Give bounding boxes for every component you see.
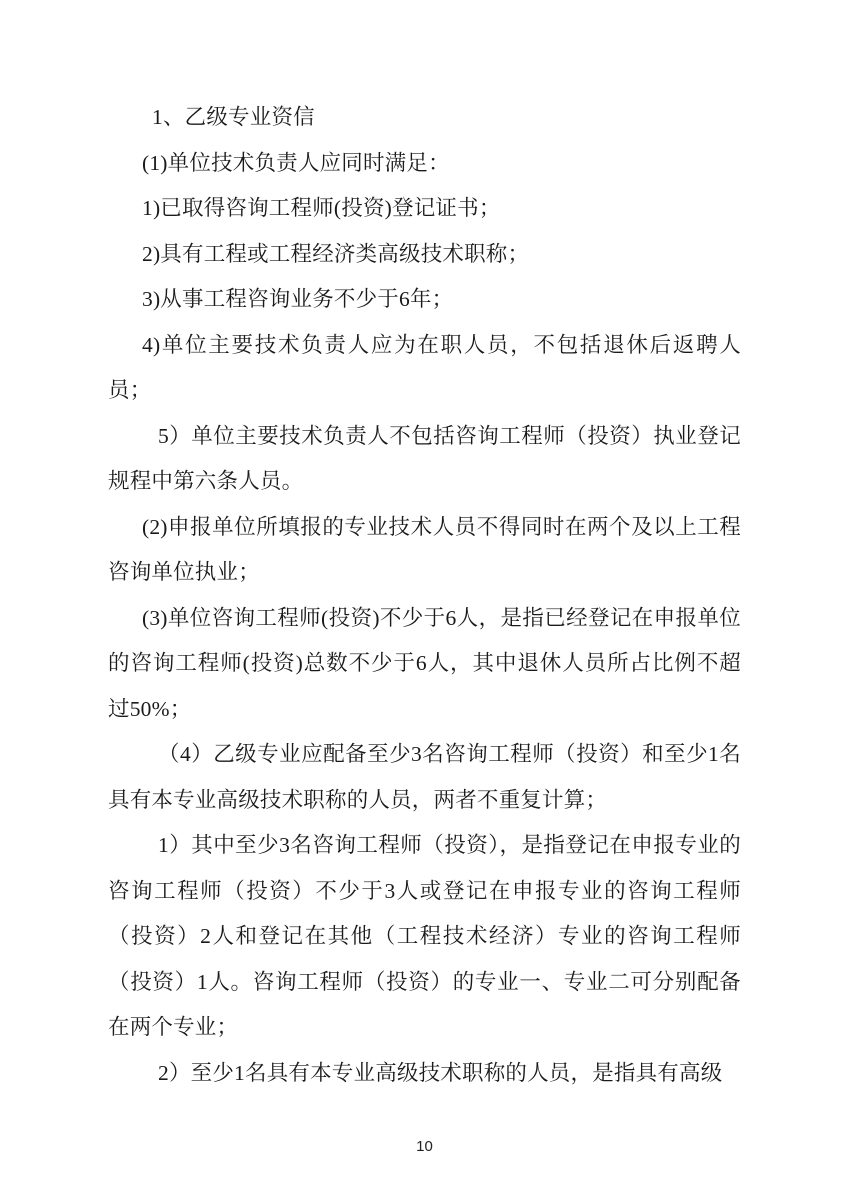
paragraph: (1)单位技术负责人应同时满足： [142,150,450,175]
paragraph: 1）其中至少3名咨询工程师（投资），是指登记在申报专业的咨询工程师（投资）不少于3人或登记在申报专业的咨询工程师（投资）2人和登记在其他（工程技术经济）专业的咨询工程师（投资）1人。咨询工程师（投资）的专业一、专业二可分别配备在两个专业； [108,833,741,1039]
page-number: 10 [416,1138,433,1155]
paragraph: 1、乙级专业资信 [152,105,315,129]
paragraph: (3)单位咨询工程师(投资)不少于6人，是指已经登记在申报单位的咨询工程师(投资)总数不少于6人，其中退休人员所占比例不超过50%； [108,605,741,721]
paragraph: 2）至少1名具有本专业高级技术职称的人员，是指具有高级 [158,1060,723,1085]
paragraph: 3)从事工程咨询业务不少于6年； [142,287,454,311]
paragraph: （4）乙级专业应配备至少3名咨询工程师（投资）和至少1名具有本专业高级技术职称的人员，两者不重复计算； [108,742,741,812]
paragraph: 2)具有工程或工程经济类高级技术职称； [142,241,530,266]
document-body [108,95,741,1096]
paragraph: 4)单位主要技术负责人应为在职人员，不包括退休后返聘人员； [108,332,741,402]
paragraph: (2)申报单位所填报的专业技术人员不得同时在两个及以上工程咨询单位执业； [108,514,741,584]
paragraph: 5）单位主要技术负责人不包括咨询工程师（投资）执业登记规程中第六条人员。 [108,423,741,493]
paragraph: 1)已取得咨询工程师(投资)登记证书； [142,196,501,220]
